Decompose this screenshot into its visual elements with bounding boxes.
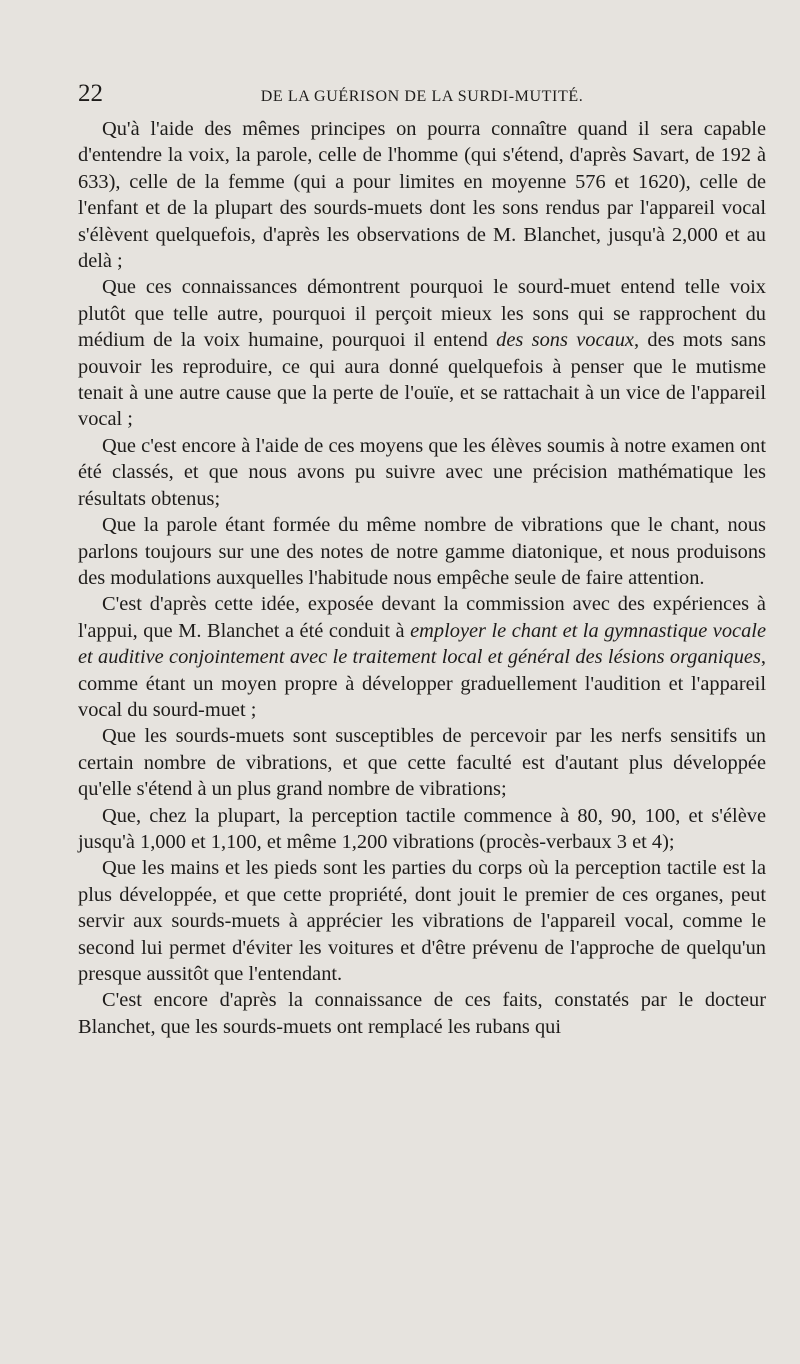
paragraph-text-after: , des mots sans pouvoir les reproduire, ce qui aura donné quelquefois à penser que le mutisme tenait à une autre cause que la perte de l'ouïe, et se rattachait à un vice de l'appareil vocal ; [78,329,766,431]
paragraph-text: Que, chez la plupart, la perception tactile commence à 80, 90, 100, et s'élève jusqu'à 1,000 et 1,100, et même 1,200 vibrations (procès-verbaux 3 et 4); [78,804,766,853]
paragraph-7 [78,803,766,856]
italic-phrase: employer le chant et la gymnastique vocale et auditive conjointement avec le traitement local et général des lésions organiques [78,619,766,669]
page-number: 22 [78,80,103,107]
paragraph-4 [78,512,766,591]
paragraph-6 [78,723,766,802]
paragraph-text-before: Que ces connaissances démontrent pourquoi le sourd-muet entend telle voix plutôt que telle autre, pourquoi il perçoit mieux les sons qui se rapprochent du médium de la voix humaine, pourquoi il entend [78,276,766,352]
running-title: DE LA GUÉRISON DE LA SURDI-MUTITÉ. [260,88,584,105]
paragraph-5 [78,591,766,723]
paragraph-text: Que les sourds-muets sont susceptibles de percevoir par les nerfs sensitifs un certain nombre de vibrations, et que cette faculté est d'autant plus développée qu'elle s'étend à un plus grand nombre de vibrations; [78,725,766,801]
paragraph-1 [78,116,766,274]
italic-phrase: des sons vocaux [496,329,634,352]
paragraph-text-before: C'est d'après cette idée, exposée devant la commission avec des expériences à l'appui, que M. Blanchet a été conduit à [78,593,766,642]
paragraph-9 [78,987,766,1040]
paragraph-text-after: , comme étant un moyen propre à développer graduellement l'audition et l'appareil vocal du sourd-muet ; [78,646,766,721]
paragraph-text: Qu'à l'aide des mêmes principes on pourra connaître quand il sera capable d'entendre la voix, la parole, celle de l'homme (qui s'étend, d'après Savart, de 192 à 633), celle de la femme (qui a pour limites en moyenne 576 et 1620), celle de l'enfant et de la plupart des sourds-muets dont les sons rendus par l'appareil vocal s'élèvent quelquefois, d'après les observations de M. Blanchet, jusqu'à 2,000 et au delà ; [78,118,766,273]
paragraph-text: Que la parole étant formée du même nombre de vibrations que le chant, nous parlons toujours sur une des notes de notre gamme diatonique, et nous produisons des modulations auxquelles l'habitude nous empêche seule de faire attention. [78,514,766,589]
running-header [78,80,766,110]
paragraph-text: Que les mains et les pieds sont les parties du corps où la perception tactile est la plus développée, et que cette propriété, dont jouit le premier de ces organes, peut servir aux sourds-muets à apprécier les vibrations de l'appareil vocal, comme le second lui permet d'éviter les voitures et d'être prévenu de l'approche de quelqu'un presque aussitôt que l'entendant. [78,857,766,985]
paragraph-text: Que c'est encore à l'aide de ces moyens que les élèves soumis à notre examen ont été classés, et que nous avons pu suivre avec une précision mathématique les résultats obtenus; [78,434,766,510]
paragraph-8 [78,855,766,987]
paragraph-2 [78,274,766,432]
paragraph-text: C'est encore d'après la connaissance de ces faits, constatés par le docteur Blanchet, que les sourds-muets ont remplacé les rubans qui [78,989,766,1038]
body-text [78,116,766,1040]
paragraph-3 [78,433,766,512]
